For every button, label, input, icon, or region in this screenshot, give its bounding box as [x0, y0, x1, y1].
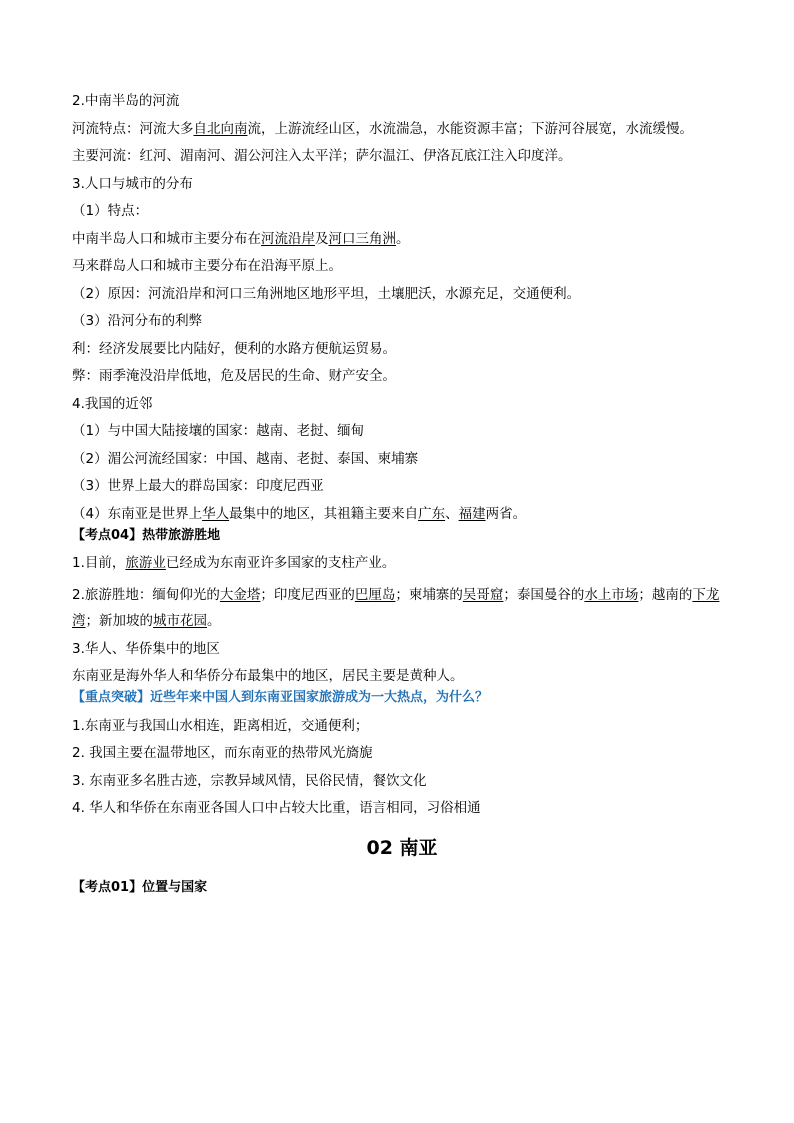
section-heading-population: 3.人口与城市的分布 — [72, 175, 193, 192]
cons-text: 弊：雨季淹没沿岸低地，危及居民的生命、财产安全。 — [72, 368, 396, 384]
tourist-attractions: 2.旅游胜地：缅甸仰光的大金塔；印度尼西亚的巴厘岛；柬埔寨的吴哥窟；泰国曼谷的水上市场；越南的下龙湾；新加坡的城市花园。 — [72, 586, 720, 629]
section-heading-rivers: 2.中南半岛的河流 — [72, 93, 180, 109]
section-title-south-asia: 02 南亚 — [366, 837, 438, 859]
answer-3: 3. 东南亚多名胜古迹，宗教异域风情，民俗民情，餐饮文化 — [72, 772, 427, 789]
tourism-pillar: 1.目前，旅游业已经成为东南亚许多国家的支柱产业。 — [72, 555, 396, 571]
indochina-distribution: 中南半岛人口和城市主要分布在河流沿岸及河口三角洲。 — [72, 230, 410, 247]
malay-distribution: 马来群岛人口和城市主要分布在沿海平原上。 — [72, 258, 342, 274]
main-rivers: 主要河流：红河、湄南河、湄公河注入太平洋；萨尔温江、伊洛瓦底江注入印度洋。 — [72, 148, 572, 164]
distribution-reasons: （2）原因：河流沿岸和河口三角洲地区地形平坦，土壤肥沃，水源充足，交通便利。 — [72, 285, 581, 302]
document-page — [72, 92, 732, 907]
answer-4: 4. 华人和华侨在东南亚各国人口中占较大比重，语言相同，习俗相通 — [72, 800, 481, 816]
focus-breakthrough: 【重点突破】近些年来中国人到东南亚国家旅游成为一大热点，为什么？ — [72, 690, 489, 705]
chinese-diaspora: （4）东南亚是世界上华人最集中的地区，其祖籍主要来自广东、福建两省。 — [72, 505, 527, 522]
largest-archipelago: （3）世界上最大的群岛国家：印度尼西亚 — [72, 478, 324, 494]
population-features-label: （1）特点： — [72, 203, 149, 219]
river-features: 河流特点：河流大多自北向南流，上游流经山区，水流湍急，水能资源丰富；下游河谷展宽，水流缓慢。 — [72, 120, 693, 137]
kaodian-01-heading: 【考点01】位置与国家 — [72, 880, 208, 895]
section-heading-neighbors: 4.我国的近邻 — [72, 395, 153, 412]
overseas-chinese-text: 东南亚是海外华人和华侨分布最集中的地区，居民主要是黄种人。 — [72, 668, 464, 684]
answer-1: 1.东南亚与我国山水相连，距离相近，交通便利； — [72, 717, 369, 734]
pros-text: 利：经济发展要比内陆好，便利的水路方便航运贸易。 — [72, 340, 396, 357]
overseas-chinese-heading: 3.华人、华侨集中的地区 — [72, 640, 220, 657]
bordering-countries: （1）与中国大陆接壤的国家：越南、老挝、缅甸 — [72, 423, 365, 439]
kaodian-04-heading: 【考点04】热带旅游胜地 — [72, 527, 221, 543]
pros-cons-label: （3）沿河分布的利弊 — [72, 313, 203, 329]
mekong-countries: （2）湄公河流经国家：中国、越南、老挝、泰国、柬埔寨 — [72, 450, 419, 467]
answer-2: 2. 我国主要在温带地区，而东南亚的热带风光旖旎 — [72, 745, 373, 761]
